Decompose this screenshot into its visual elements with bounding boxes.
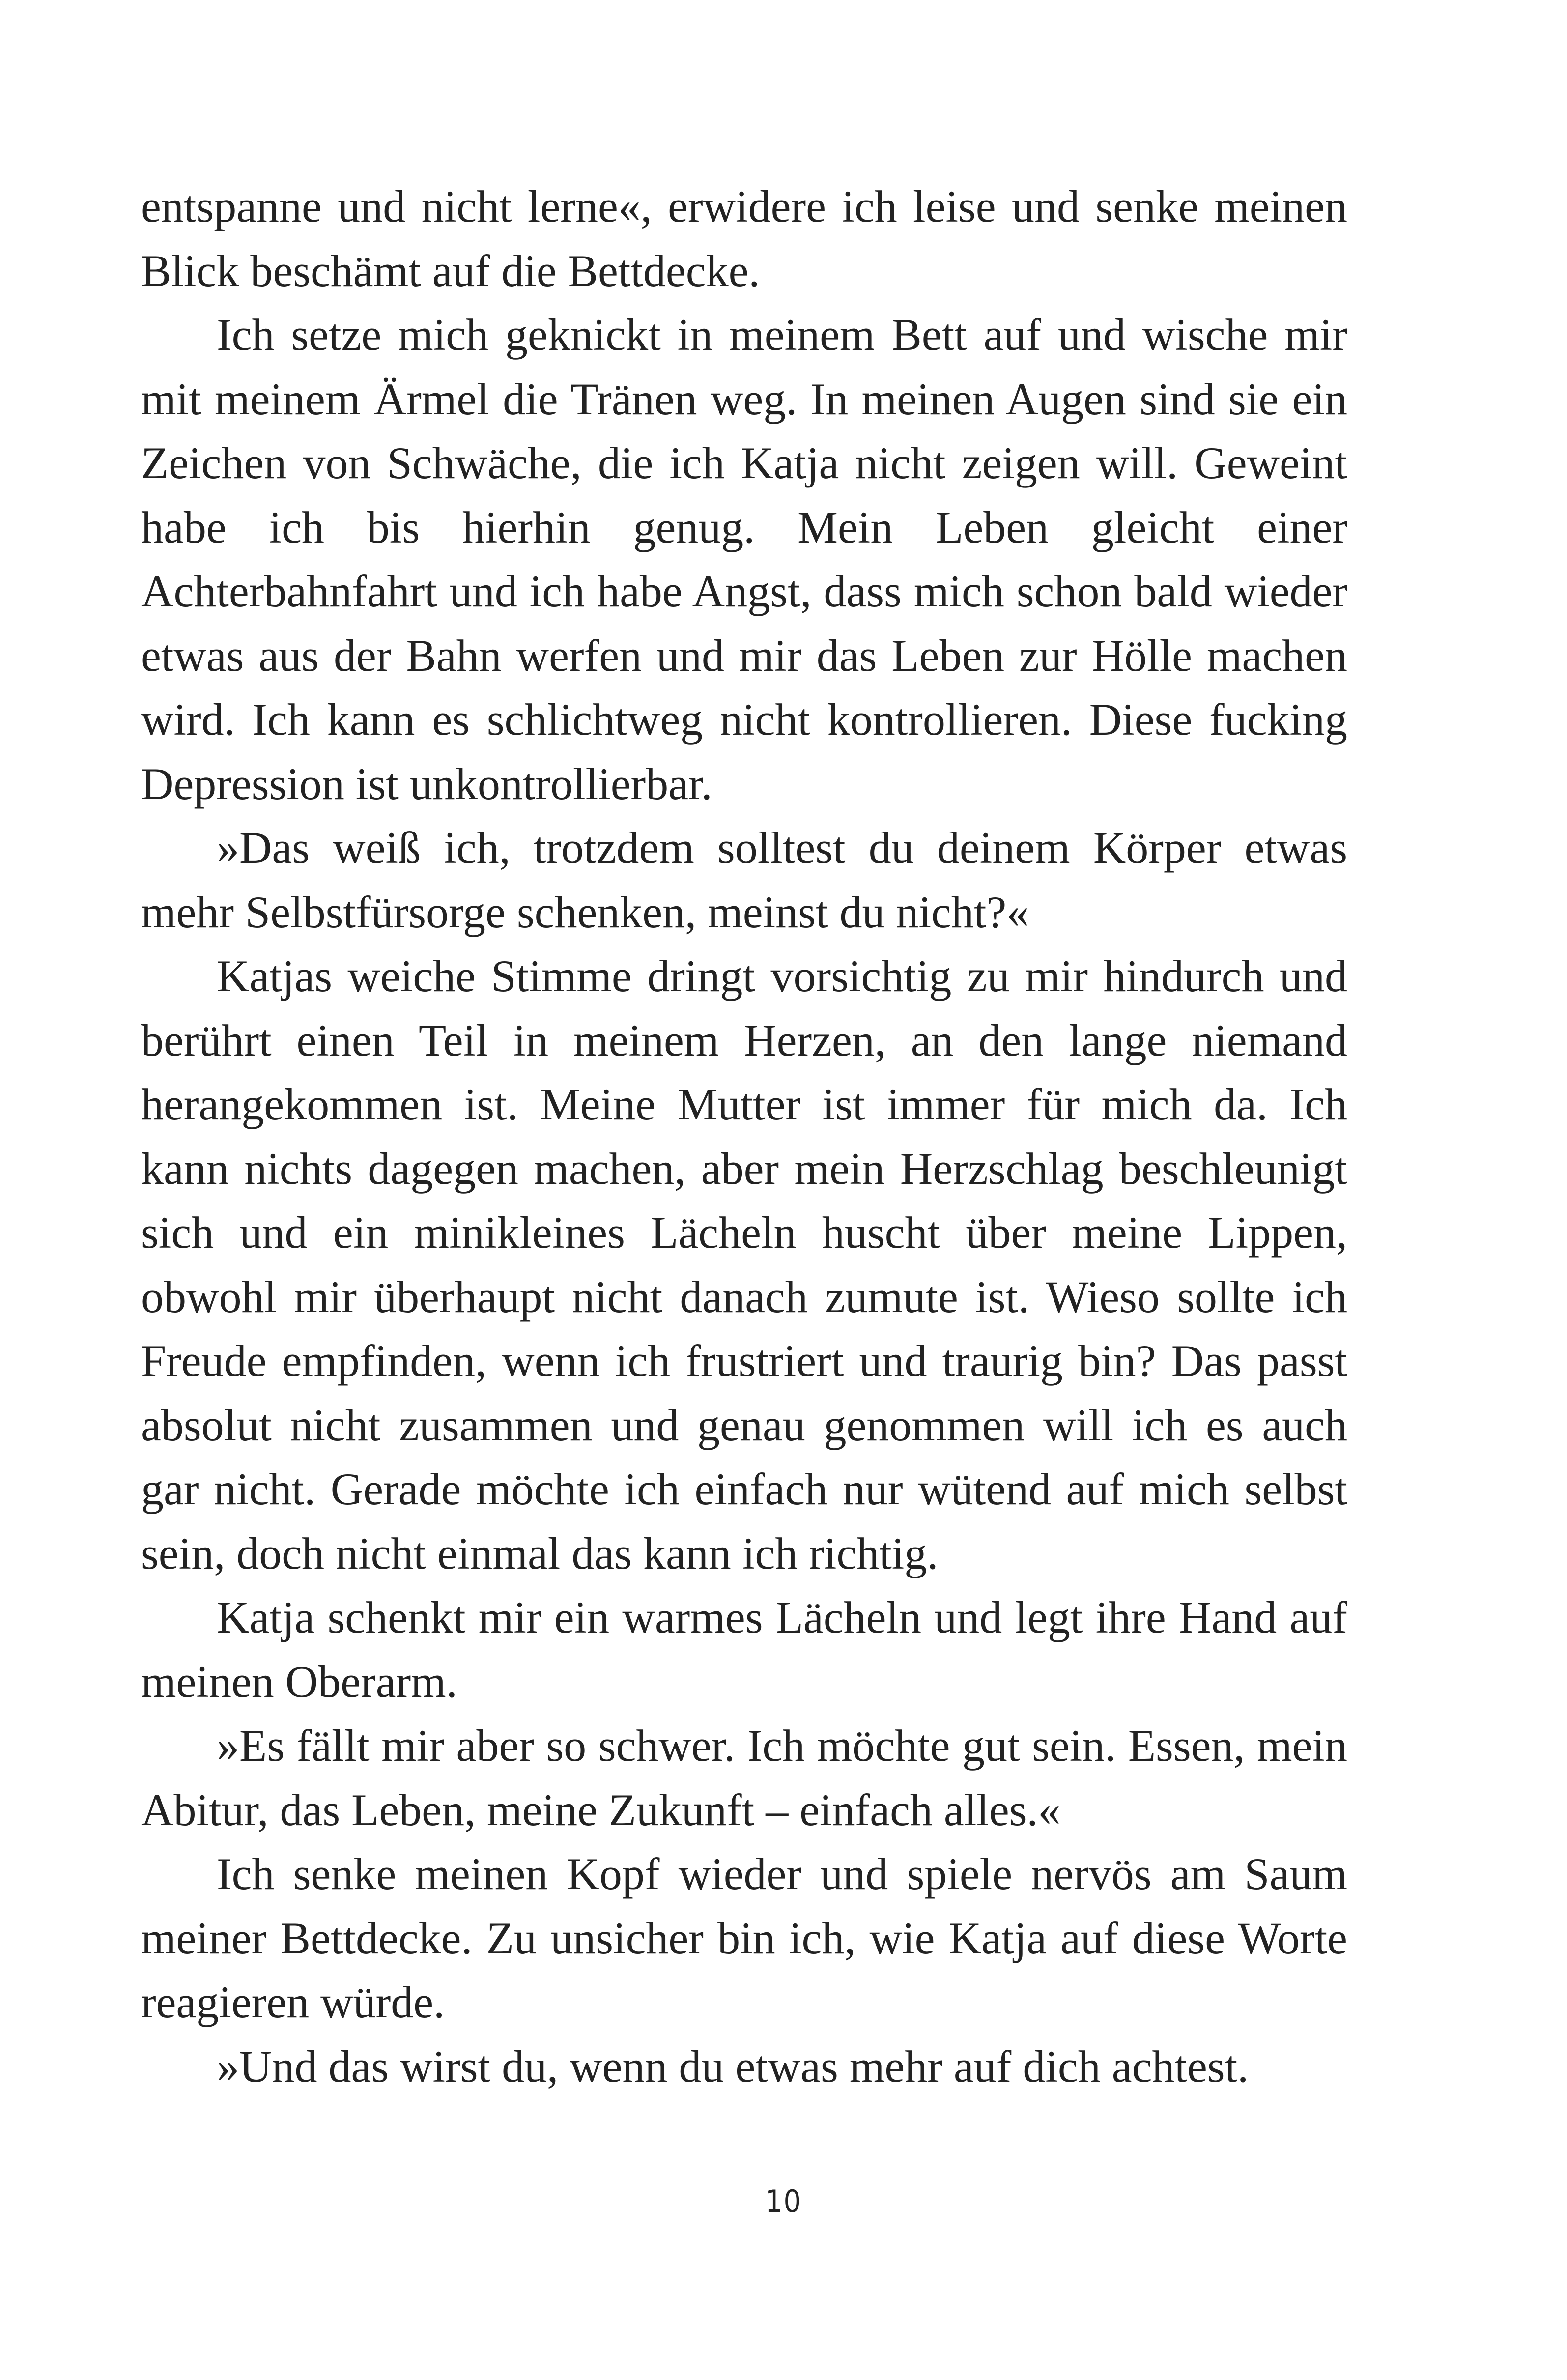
paragraph: Katjas weiche Stimme dringt vorsichtig zu mir hindurch und berührt einen Teil in meinem Herzen, an den lange niemand herangekommen ist. Meine Mutter ist immer für mich da. Ich kann nichts dagegen machen, aber mein Herzschlag beschleunigt sich und ein minikleines Lächeln huscht über meine Lippen, obwohl mir überhaupt nicht danach zumute ist. Wieso sollte ich Freude empfinden, wenn ich frustriert und traurig bin? Das passt absolut nicht zusammen und genau genommen will ich es auch gar nicht. Gerade möchte ich einfach nur wütend auf mich selbst sein, doch nicht einmal das kann ich richtig. [141,951,1347,1578]
paragraph-dialogue: »Es fällt mir aber so schwer. Ich möchte gut sein. Essen, mein Abitur, das Leben, meine Zukunft – einfach alles.« [141,1720,1347,1835]
page-number: 10 [765,2183,802,2219]
paragraph-dialogue: »Und das wirst du, wenn du etwas mehr auf dich achtest. [217,2041,1249,2092]
paragraph: Ich setze mich geknickt in meinem Bett auf und wische mir mit meinem Ärmel die Tränen weg. In meinen Augen sind sie ein Zeichen von Schwäche, die ich Katja nicht zeigen will. Geweint habe ich bis hierhin genug. Mein Leben gleicht einer Achterbahnfahrt und ich habe Angst, dass mich schon bald wieder etwas aus der Bahn werfen und mir das Leben zur Hölle machen wird. Ich kann es schlichtweg nicht kontrollieren. Diese fucking Depression ist unkontrollierbar. [141,310,1347,809]
paragraph-continuation: entspanne und nicht lerne«, erwidere ich leise und senke meinen Blick beschämt auf die Bettdecke. [141,181,1347,296]
paragraph: Katja schenkt mir ein warmes Lächeln und legt ihre Hand auf meinen Oberarm. [141,1592,1347,1707]
paragraph: Ich senke meinen Kopf wieder und spiele nervös am Saum meiner Bettdecke. Zu unsicher bin ich, wie Katja auf diese Worte reagieren würde. [141,1849,1347,2027]
body-text [141,174,1347,2098]
paragraph-dialogue: »Das weiß ich, trotzdem solltest du deinem Körper etwas mehr Selbstfürsorge schenken, meinst du nicht?« [141,823,1347,937]
